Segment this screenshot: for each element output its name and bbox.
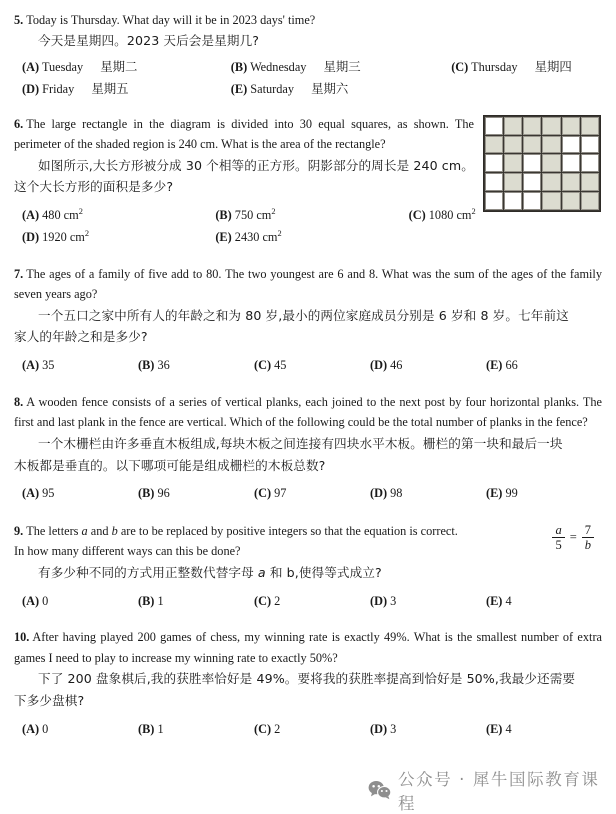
problem-5-stem-en [14,10,602,30]
problem-6-stem-en-text: The large rectangle in the diagram is divided into 30 equal squares, as shown. The perimeter of the shaded region is 240 cm. What is the area of the rectangle? [14,116,474,152]
choice-c[interactable] [254,720,370,740]
problem-5-number: 5. [14,13,24,27]
choice-a-label: (A) [22,208,40,223]
choice-e-text: 4 [505,593,512,608]
choice-e-exponent: 2 [277,229,282,238]
choice-c-text: 97 [274,486,287,501]
choice-a-text: Tuesday [41,60,84,75]
grid-cell-r3-c2 [504,154,522,172]
problem-7 [14,264,602,376]
equals-sign: = [569,530,577,545]
choice-c-text: Thursday [471,60,518,75]
choice-row [22,720,602,740]
choice-b[interactable] [138,356,254,376]
problem-9 [14,521,602,611]
grid-cell-r3-c4 [542,154,560,172]
grid-cell-r3-c3 [523,154,541,172]
grid-cell-r1-c2 [504,117,522,135]
choice-c[interactable] [451,57,602,78]
fraction-right [580,523,596,552]
grid-cell-r3-c5 [562,154,580,172]
problem-8-number: 8. [14,395,24,410]
choice-a[interactable] [22,356,138,376]
choice-e[interactable] [486,356,602,376]
choice-b-label: (B) [138,721,155,736]
choice-b-zh: 星期三 [323,59,361,75]
choice-b-label: (B) [138,358,155,373]
grid-cell-r5-c5 [562,192,580,210]
choice-c-label: (C) [408,208,426,223]
problem-7-choices [22,356,602,376]
grid-cell-r4-c5 [562,173,580,191]
problem-9-choices [22,592,602,612]
choice-e[interactable] [215,227,408,248]
problem-6-number: 6. [14,116,24,131]
problem-6 [14,114,602,248]
choice-a-text: 480 cm [42,208,79,223]
problem-8-choices [22,484,602,504]
choice-c-text: 1080 cm [428,208,472,223]
choice-d-label: (D) [22,81,40,96]
shaded-squares-grid [483,115,601,212]
problem-8-stem-zh-line2: 木板都是垂直的。以下哪项可能是组成栅栏的木板总数? [14,457,326,473]
choice-d[interactable] [370,592,486,612]
choice-e[interactable] [486,484,602,504]
choice-d-exponent: 2 [84,229,90,238]
grid-cell-r5-c6 [581,192,599,210]
choice-b-text: 750 cm [234,208,272,223]
choice-a-label: (A) [22,721,40,736]
choice-e-label: (E) [230,81,248,96]
choice-row [22,79,602,100]
grid-cell-r5-c3 [523,192,541,210]
choice-c-text: 45 [274,358,287,373]
choice-e-zh: 星期六 [311,80,349,96]
fraction-right-numerator: 7 [584,523,591,538]
choice-e-label: (E) [486,486,503,501]
choice-e-text: 99 [505,486,518,501]
choice-b[interactable] [138,484,254,504]
choice-e-label: (E) [486,358,503,373]
choice-row [22,57,602,78]
choice-row [22,592,602,612]
choice-a-label: (A) [22,60,40,75]
problem-6-stem-zh-line2: 这个大长方形的面积是多少? [14,179,174,195]
problem-10-stem-en [14,627,602,668]
grid-cell-r1-c3 [523,117,541,135]
problem-7-stem-en-text: The ages of a family of five add to 80. The two youngest are 6 and 8. What was the sum of the ages of the family seven years ago? [14,267,602,302]
choice-d-text: 98 [390,486,403,501]
watermark [368,766,616,814]
grid-cell-r2-c5 [562,136,580,154]
grid-cell-r2-c4 [542,136,560,154]
grid-cell-r2-c6 [581,136,599,154]
problem-9-number: 9. [14,524,24,539]
grid-cell-r4-c3 [523,173,541,191]
choice-b[interactable] [231,57,451,78]
grid-cell-r1-c6 [581,117,599,135]
choice-a-label: (A) [22,593,40,608]
choice-b-text: 36 [157,358,170,373]
grid-cell-r1-c5 [562,117,580,135]
choice-b-exponent: 2 [271,207,276,216]
choice-d-label: (D) [370,593,388,608]
choice-d-text: 46 [390,358,403,373]
choice-c-label: (C) [254,721,272,736]
grid-cell-r5-c2 [504,192,522,210]
choice-d-label: (D) [370,486,388,501]
choice-b-text: 1 [157,593,164,608]
grid-cell-r4-c1 [485,173,503,191]
choice-e[interactable] [231,79,451,100]
choice-row [22,484,602,504]
problem-10-stem-zh-line2: 下多少盘棋? [14,692,85,708]
fraction-right-denominator: b [582,537,594,552]
grid-cell-r5-c1 [485,192,503,210]
choice-c-exponent: 2 [471,207,476,216]
choice-a-text: 0 [42,721,49,736]
choice-d-text: 3 [390,593,397,608]
choice-a[interactable] [22,205,215,226]
choice-e-text: 66 [505,358,518,373]
choice-c-zh: 星期四 [534,59,572,75]
choice-a-exponent: 2 [78,207,83,216]
choice-c-text: 2 [274,721,281,736]
problem-9-stem-en-text-1: The letters a and b are to be replaced by positive integers so that the equation is correct. [26,524,458,539]
choice-a[interactable] [22,57,231,78]
problem-10-stem-en-text: After having played 200 games of chess, my winning rate is exactly 49%. What is the smallest number of extra games I need to play to increase my winning rate to exactly 50%? [14,630,602,665]
grid-cell-r2-c1 [485,136,503,154]
choice-c[interactable] [254,356,370,376]
grid-cell-r2-c3 [523,136,541,154]
grid-cell-r4-c2 [504,173,522,191]
choice-a[interactable] [22,484,138,504]
choice-b-text: 1 [157,721,164,736]
choice-b-label: (B) [138,593,155,608]
problem-9-stem-en-line1 [14,521,602,541]
choice-d-text: 3 [390,721,397,736]
problem-6-stem-zh-line1: 如图所示,大长方形被分成 30 个相等的正方形。阴影部分的周长是 240 cm。 [38,157,474,173]
problem-10-choices [22,720,602,740]
problem-5-stem-zh: 今天是星期四。2023 天后会是星期几? [38,33,260,49]
choice-d-zh: 星期五 [91,80,129,96]
grid-cell-r1-c4 [542,117,560,135]
choice-d[interactable] [370,720,486,740]
choice-b-label: (B) [215,208,232,223]
choice-d-label: (D) [22,230,40,245]
grid-cell-r3-c1 [485,154,503,172]
choice-b[interactable] [138,592,254,612]
problem-9-equation [550,523,596,552]
problem-9-stem-zh: 有多少种不同的方式用正整数代替字母 a 和 b,使得等式成立? [38,564,382,580]
problem-9-stem-en-line2: In how many different ways can this be done? [14,544,241,559]
problem-8-stem-en-text: A wooden fence consists of a series of vertical planks, each joined to the next post by four horizontal planks. The first and last plank in the fence are vertical. Which of the following could be the total number of planks in the fence? [14,395,602,430]
grid-cell-r4-c4 [542,173,560,191]
problem-8-stem-zh-line1: 一个木栅栏由许多垂直木板组成,每块木板之间连接有四块水平木板。栅栏的第一块和最后一块 [38,435,563,451]
choice-e-label: (E) [215,230,232,245]
choice-d-label: (D) [370,721,388,736]
choice-a-label: (A) [22,486,40,501]
problem-6-diagram [483,115,601,212]
choice-c[interactable] [254,592,370,612]
choice-d[interactable] [370,356,486,376]
choice-spacer [451,79,602,100]
choice-b-label: (B) [230,60,248,75]
choice-d[interactable] [22,79,231,100]
grid-cell-r1-c1 [485,117,503,135]
grid-cell-r3-c6 [581,154,599,172]
choice-b[interactable] [215,205,408,226]
choice-d[interactable] [22,227,215,248]
grid-cell-r2-c2 [504,136,522,154]
problem-8 [14,392,602,504]
choice-a-text: 0 [42,593,49,608]
fraction-left-denominator: 5 [552,537,564,552]
choice-e-label: (E) [486,593,503,608]
choice-a[interactable] [22,592,138,612]
choice-b-text: 96 [157,486,170,501]
problem-5-stem-en-text: Today is Thursday. What day will it be in 2023 days' time? [26,13,316,27]
choice-a-label: (A) [22,358,40,373]
choice-e[interactable] [486,720,602,740]
choice-e-text: 2430 cm [234,230,278,245]
choice-a-text: 35 [42,358,55,373]
watermark-text: 公众号 · 犀牛国际教育课程 [398,770,600,813]
problem-7-stem-zh-line2: 家人的年龄之和是多少? [14,329,148,345]
wechat-icon [368,780,392,800]
problem-7-stem-en [14,264,602,305]
grid-cell-r5-c4 [542,192,560,210]
choice-d-text: 1920 cm [42,230,85,245]
choice-b[interactable] [138,720,254,740]
choice-c-text: 2 [274,593,281,608]
problem-8-stem-en [14,392,602,433]
problem-5-choices [22,57,602,100]
problem-10-number: 10. [14,630,30,645]
choice-a-zh: 星期二 [100,59,138,75]
grid-cell-r4-c6 [581,173,599,191]
problem-7-stem-zh-line1: 一个五口之家中所有人的年龄之和为 80 岁,最小的两位家庭成员分别是 6 岁和 8 岁。七年前这 [38,307,569,323]
choice-c-label: (C) [254,593,272,608]
choice-b-label: (B) [138,486,155,501]
choice-a-text: 95 [42,486,55,501]
choice-e-text: Saturday [250,81,294,96]
choice-c-label: (C) [451,60,469,75]
fraction-left [550,523,566,552]
choice-b-text: Wednesday [250,60,307,75]
choice-c-label: (C) [254,486,272,501]
choice-d[interactable] [370,484,486,504]
problem-7-number: 7. [14,267,24,281]
problem-10-stem-zh-line1: 下了 200 盘象棋后,我的获胜率恰好是 49%。要将我的获胜率提高到恰好是 50%,我最少还需要 [38,671,576,687]
choice-spacer [409,227,602,248]
problem-5 [14,10,602,100]
choice-d-text: Friday [42,81,75,96]
choice-e[interactable] [486,592,602,612]
problem-10 [14,627,602,739]
choice-a[interactable] [22,720,138,740]
choice-e-text: 4 [505,721,512,736]
choice-e-label: (E) [486,721,503,736]
choice-row [22,227,602,248]
choice-c[interactable] [254,484,370,504]
choice-row [22,356,602,376]
choice-d-label: (D) [370,358,388,373]
fraction-left-numerator: a [555,523,562,538]
choice-c-label: (C) [254,358,272,373]
